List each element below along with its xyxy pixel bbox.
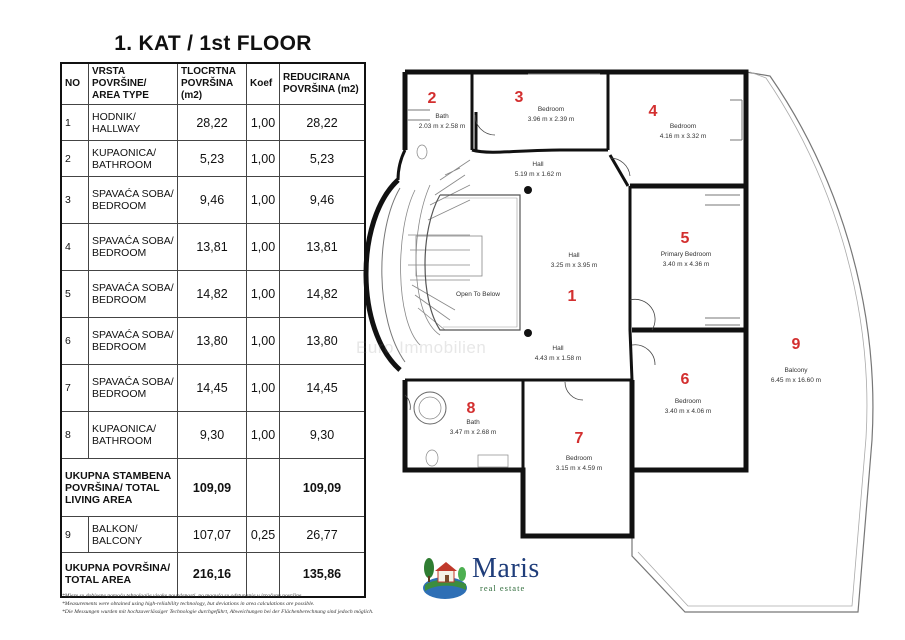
row-reduced-area: 13,81 — [280, 224, 366, 271]
row-koef: 1,00 — [247, 224, 280, 271]
row-koef: 1,00 — [247, 141, 280, 177]
room-name-2: Bath — [435, 113, 449, 120]
header-no: NO — [61, 63, 89, 105]
room-name-8: Bath — [466, 419, 480, 426]
row-area-type: SPAVAĆA SOBA/ BEDROOM — [89, 271, 178, 318]
row-floor-area: 13,81 — [178, 224, 247, 271]
room-number-3: 3 — [514, 89, 524, 106]
row-area-type: KUPAONICA/ BATHROOM — [89, 141, 178, 177]
room-name-3: Bedroom — [537, 106, 565, 113]
row-no: 5 — [61, 271, 89, 318]
row-koef: 1,00 — [247, 105, 280, 141]
balcony-area: 107,07 — [178, 517, 247, 553]
row-koef: 1,00 — [247, 271, 280, 318]
row-area-type: KUPAONICA/ BATHROOM — [89, 412, 178, 459]
row-area-type: SPAVAĆA SOBA/ BEDROOM — [89, 177, 178, 224]
header-area-type: VRSTA POVRŠINE/ AREA TYPE — [89, 63, 178, 105]
row-reduced-area: 9,46 — [280, 177, 366, 224]
row-koef: 1,00 — [247, 365, 280, 412]
room-number-4: 4 — [648, 103, 658, 120]
watermark: Euro Immobilien — [356, 338, 487, 357]
total-label: UKUPNA POVRŠINA/ TOTAL AREA — [61, 553, 178, 597]
room-name-7: Bedroom — [565, 455, 593, 462]
room-number-7: 7 — [574, 430, 584, 447]
room-name-9: Balcony — [784, 367, 808, 374]
balcony-type: BALKON/ BALCONY — [89, 517, 178, 553]
staircase — [401, 160, 482, 345]
room-name-1: Hall — [568, 252, 580, 259]
room-dims-3: 3.96 m x 2.39 m — [527, 116, 575, 123]
room-dims-8: 3.47 m x 2.68 m — [449, 429, 497, 436]
room-dims-4: 4.16 m x 3.32 m — [659, 133, 707, 140]
room-dims-5: 3.40 m x 4.36 m — [662, 261, 710, 268]
header-koef: Koef — [247, 63, 280, 105]
room-number-6: 6 — [680, 371, 690, 388]
room-name-4: Bedroom — [669, 123, 697, 130]
room-number-1: 1 — [567, 288, 577, 305]
room-dims-9: 6.45 m x 16.60 m — [770, 377, 822, 384]
room-dims-1: 3.25 m x 3.95 m — [550, 262, 598, 269]
living-total-label: UKUPNA STAMBENA POVRŠINA/ TOTAL LIVING AREA — [61, 459, 178, 517]
balcony-no: 9 — [61, 517, 89, 553]
row-koef: 1,00 — [247, 318, 280, 365]
row-reduced-area: 5,23 — [280, 141, 366, 177]
row-reduced-area: 9,30 — [280, 412, 366, 459]
row-area-type: SPAVAĆA SOBA/ BEDROOM — [89, 365, 178, 412]
total-area: 216,16 — [178, 553, 247, 597]
hall-top-name: Hall — [532, 161, 544, 168]
header-reduced-area: REDUCIRANA POVRŠINA (m2) — [280, 63, 366, 105]
room-name-6: Bedroom — [674, 398, 702, 405]
row-reduced-area: 28,22 — [280, 105, 366, 141]
row-area-type: HODNIK/ HALLWAY — [89, 105, 178, 141]
row-no: 3 — [61, 177, 89, 224]
room-name-5: Primary Bedroom — [660, 251, 712, 258]
row-no: 2 — [61, 141, 89, 177]
door-arcs — [405, 115, 655, 410]
row-no: 4 — [61, 224, 89, 271]
room-dims-6: 3.40 m x 4.06 m — [664, 408, 712, 415]
row-floor-area: 13,80 — [178, 318, 247, 365]
row-area-type: SPAVAĆA SOBA/ BEDROOM — [89, 224, 178, 271]
logo-name: Maris — [472, 553, 540, 584]
room-number-8: 8 — [466, 400, 476, 417]
room-number-2: 2 — [427, 90, 437, 107]
page-title: 1. KAT / 1st FLOOR — [114, 32, 312, 55]
row-reduced-area: 13,80 — [280, 318, 366, 365]
row-no: 8 — [61, 412, 89, 459]
logo-subtitle: real estate — [480, 583, 526, 593]
interior-walls — [398, 72, 632, 470]
living-total-reduced: 109,09 — [280, 459, 366, 517]
balcony-outline — [632, 72, 873, 612]
row-reduced-area: 14,82 — [280, 271, 366, 318]
room-number-9: 9 — [791, 336, 801, 353]
row-koef: 1,00 — [247, 412, 280, 459]
room-dims-2: 2.03 m x 2.58 m — [418, 123, 466, 130]
row-no: 6 — [61, 318, 89, 365]
note-en: *Measurements were obtained using high-reliability technology, but deviations in area calculations are possible. — [62, 601, 315, 607]
row-floor-area: 28,22 — [178, 105, 247, 141]
total-reduced: 135,86 — [280, 553, 366, 597]
row-no: 1 — [61, 105, 89, 141]
note-hr: *Mjere su dobivene pomoću tehnologije visoke pouzdanosti, no moguća su odstupanja u izračunu površine. — [62, 593, 303, 599]
row-floor-area: 5,23 — [178, 141, 247, 177]
room-dims-7: 3.15 m x 4.59 m — [555, 465, 603, 472]
open-to-below-label: Open To Below — [456, 291, 500, 298]
row-floor-area: 9,46 — [178, 177, 247, 224]
balcony-reduced: 26,77 — [280, 517, 366, 553]
row-koef: 1,00 — [247, 177, 280, 224]
hall-bottom-name: Hall — [552, 345, 564, 352]
row-floor-area: 14,45 — [178, 365, 247, 412]
hall-top-dims: 5.19 m x 1.62 m — [514, 171, 562, 178]
row-reduced-area: 14,45 — [280, 365, 366, 412]
header-floor-area: TLOCRTNA POVRŠINA (m2) — [178, 63, 247, 105]
row-area-type: SPAVAĆA SOBA/ BEDROOM — [89, 318, 178, 365]
balcony-koef: 0,25 — [247, 517, 280, 553]
row-floor-area: 14,82 — [178, 271, 247, 318]
row-floor-area: 9,30 — [178, 412, 247, 459]
note-de: *Die Messungen wurden mit hochzuverlässiger Technologie durchgeführt, Abweichungen bei der Flächenberechnung sind jedoch möglich. — [62, 609, 374, 615]
row-no: 7 — [61, 365, 89, 412]
living-total-area: 109,09 — [178, 459, 247, 517]
hall-bottom-dims: 4.43 m x 1.58 m — [534, 355, 582, 362]
room-number-5: 5 — [680, 230, 690, 247]
